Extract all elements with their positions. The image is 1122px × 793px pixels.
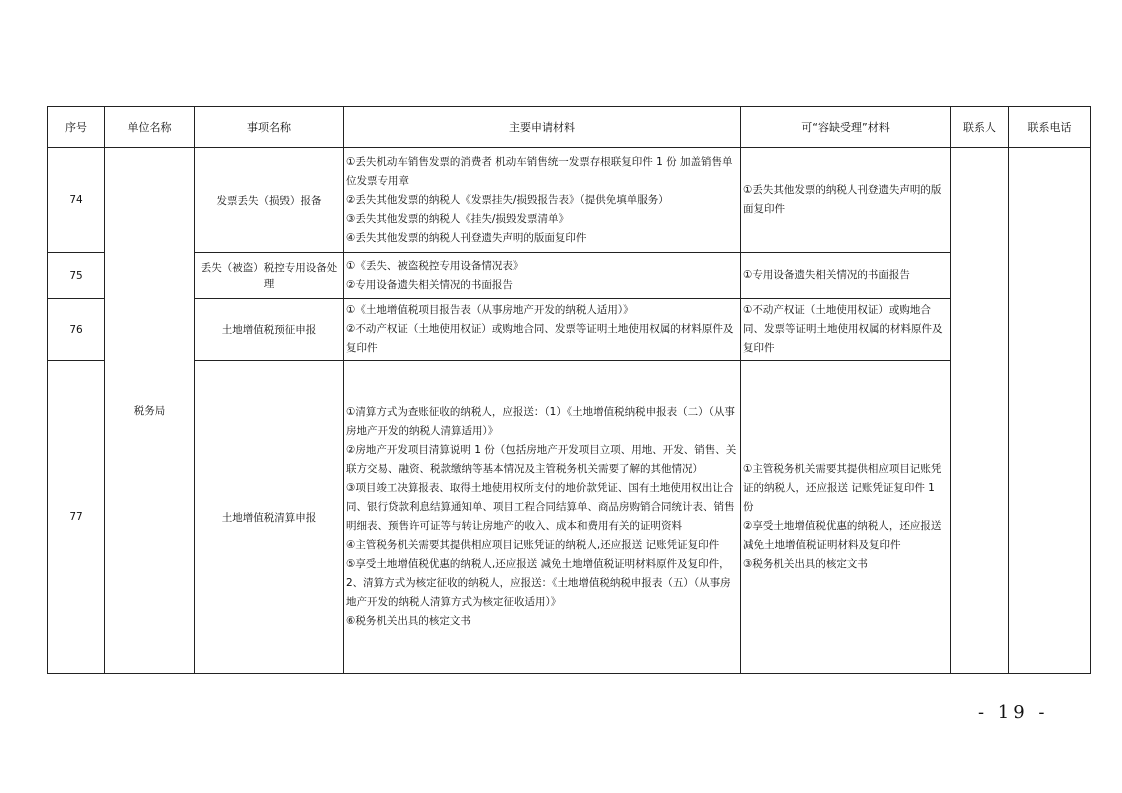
material-line: ③项目竣工决算报表、取得土地使用权所支付的地价款凭证、国有土地使用权出让合同、银行贷款利息结算通知单、项目工程合同结算单、商品房购销合同统计表、销售明细表、预售许可证等与转让房地产的收入、成本和费用有关的证明资料 bbox=[346, 482, 735, 532]
material-line: ②专用设备遗失相关情况的书面报告 bbox=[346, 278, 513, 291]
phone-cell bbox=[1009, 148, 1091, 674]
header-phone: 联系电话 bbox=[1009, 107, 1091, 148]
row-materials bbox=[344, 299, 741, 361]
row-seq: 75 bbox=[48, 253, 105, 299]
row-seq: 74 bbox=[48, 148, 105, 253]
row-capable bbox=[741, 253, 951, 299]
material-line: ④主管税务机关需要其提供相应项目记账凭证的纳税人,还应报送 记账凭证复印件 bbox=[346, 539, 720, 551]
unit-name: 税务局 bbox=[105, 148, 195, 674]
material-line: ②房地产开发项目清算说明 1 份（包括房地产开发项目立项、用地、开发、销售、关联方交易、融资、税款缴纳等基本情况及主管税务机关需要了解的其他情况） bbox=[346, 444, 737, 475]
header-materials: 主要申请材料 bbox=[344, 107, 741, 148]
header-item: 事项名称 bbox=[195, 107, 344, 148]
capable-line: ①丢失其他发票的纳税人刊登遗失声明的版面复印件 bbox=[743, 184, 942, 215]
material-line: ①清算方式为查账征收的纳税人，应报送：（1）《土地增值税纳税申报表（二）（从事房地产开发的纳税人清算适用）》 bbox=[346, 406, 735, 437]
row-materials bbox=[344, 253, 741, 299]
row-item: 土地增值税预征申报 bbox=[195, 299, 344, 361]
header-seq: 序号 bbox=[48, 107, 105, 148]
material-line: ①丢失机动车销售发票的消费者 机动车销售统一发票存根联复印件 1 份 加盖销售单位发票专用章 bbox=[346, 155, 733, 187]
capable-line: ②享受土地增值税优惠的纳税人，还应报送 减免土地增值税证明材料及复印件 bbox=[743, 520, 942, 551]
row-materials bbox=[344, 148, 741, 253]
material-line: ⑤享受土地增值税优惠的纳税人,还应报送 减免土地增值税证明材料原件及复印件，2、清算方式为核定征收的纳税人，应报送：《土地增值税纳税申报表（五）（从事房地产开发的纳税人清算方式为核定征收适用）》 bbox=[346, 558, 731, 608]
material-line: ①《丢失、被盗税控专用设备情况表》 bbox=[346, 259, 524, 272]
capable-line: ①主管税务机关需要其提供相应项目记账凭证的纳税人，还应报送 记账凭证复印件 1 份 bbox=[743, 463, 942, 513]
table-row bbox=[48, 299, 1091, 361]
row-capable bbox=[741, 299, 951, 361]
row-capable bbox=[741, 361, 951, 674]
row-item: 丢失（被盗）税控专用设备处理 bbox=[195, 253, 344, 299]
table-row bbox=[48, 361, 1091, 674]
materials-table bbox=[47, 106, 1091, 674]
page-number: - 19 - bbox=[978, 702, 1049, 723]
material-line: ②不动产权证（土地使用权证）或购地合同、发票等证明土地使用权属的材料原件及复印件 bbox=[346, 323, 734, 354]
header-unit: 单位名称 bbox=[105, 107, 195, 148]
material-line: ④丢失其他发票的纳税人刊登遗失声明的版面复印件 bbox=[346, 231, 587, 244]
capable-line: ①专用设备遗失相关情况的书面报告 bbox=[743, 269, 910, 281]
row-capable bbox=[741, 148, 951, 253]
material-line: ③丢失其他发票的纳税人《挂失/损毁发票清单》 bbox=[346, 212, 569, 225]
capable-line: ③税务机关出具的核定文书 bbox=[743, 558, 868, 570]
header-contact: 联系人 bbox=[951, 107, 1009, 148]
row-seq: 76 bbox=[48, 299, 105, 361]
row-seq: 77 bbox=[48, 361, 105, 674]
material-line: ⑥税务机关出具的核定文书 bbox=[346, 615, 471, 627]
material-line: ①《土地增值税项目报告表（从事房地产开发的纳税人适用）》 bbox=[346, 304, 634, 316]
header-capable: 可“容缺受理”材料 bbox=[741, 107, 951, 148]
row-item: 土地增值税清算申报 bbox=[195, 361, 344, 674]
contact-cell bbox=[951, 148, 1009, 674]
material-line: ②丢失其他发票的纳税人《发票挂失/损毁报告表》（提供免填单服务） bbox=[346, 193, 669, 206]
capable-line: ①不动产权证（土地使用权证）或购地合同、发票等证明土地使用权属的材料原件及复印件 bbox=[743, 304, 943, 354]
row-materials bbox=[344, 361, 741, 674]
header-row bbox=[48, 107, 1091, 148]
table-row bbox=[48, 148, 1091, 253]
row-item: 发票丢失（损毁）报备 bbox=[195, 148, 344, 253]
table-row bbox=[48, 253, 1091, 299]
